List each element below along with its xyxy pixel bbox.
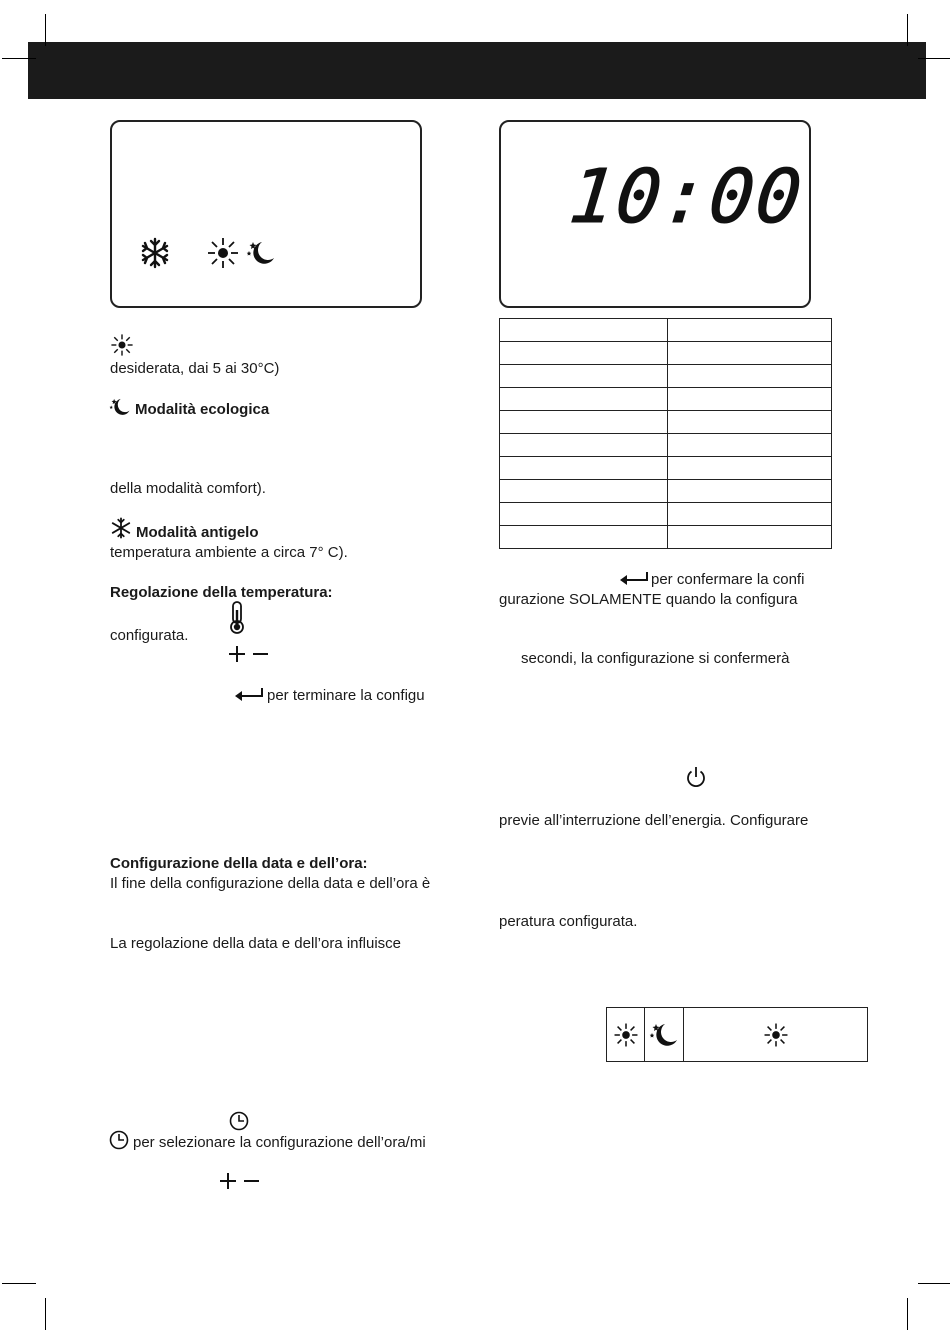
temp-title: Regolazione della temperatura: (110, 584, 333, 601)
moon-stars-icon (246, 238, 276, 268)
crop-mark (45, 1298, 46, 1330)
enter-arrow-icon (234, 687, 264, 701)
table-row (500, 434, 832, 457)
crop-mark (907, 14, 908, 46)
antifreeze-text: temperatura ambiente a circa 7° C). (110, 544, 348, 561)
eco-text: della modalità comfort). (110, 480, 266, 497)
enter-arrow-icon (619, 571, 649, 585)
seconds-text: secondi, la configurazione si confermerà (521, 650, 790, 667)
temp-configured: configurata. (110, 627, 189, 644)
crop-mark (918, 1283, 950, 1284)
sun-icon (206, 236, 240, 270)
moon-stars-icon (109, 396, 131, 418)
datetime-title: Configurazione della data e dell’ora: (110, 855, 368, 872)
crop-mark (907, 1298, 908, 1330)
clock-icon (229, 1111, 249, 1131)
display-time: 10:00 (565, 154, 808, 240)
power-icon (686, 766, 706, 788)
sun-icon (110, 333, 134, 357)
power-line: previe all’interruzione dell’energia. Configurare (499, 812, 809, 829)
table-row (500, 457, 832, 480)
header-bar (28, 42, 926, 99)
clock-select-text: per selezionare la configurazione dell’ora/mi (133, 1134, 426, 1151)
mode-cell-eco (645, 1008, 684, 1061)
crop-mark (2, 58, 36, 59)
table-row (500, 480, 832, 503)
crop-mark (918, 58, 950, 59)
comfort-text: desiderata, dai 5 ai 30°C) (110, 360, 280, 377)
thermometer-icon (228, 600, 246, 634)
datetime-line2: La regolazione della data e dell’ora influisce (110, 935, 402, 952)
plus-minus-icon (228, 645, 270, 663)
table-row (500, 411, 832, 434)
eco-title: Modalità ecologica (135, 401, 270, 418)
table-row (500, 319, 832, 342)
mode-cell-result (684, 1008, 867, 1061)
table-row (500, 503, 832, 526)
confirm-text: per confermare la confi (651, 571, 805, 588)
mode-table (606, 1007, 868, 1062)
table-row (500, 526, 832, 549)
moon-stars-icon (649, 1020, 679, 1050)
snowflake-icon (139, 237, 171, 269)
table-row (500, 342, 832, 365)
settings-table (499, 318, 832, 549)
temp-configured-right: peratura configurata. (499, 913, 638, 930)
mode-cell-comfort (607, 1008, 645, 1061)
datetime-line1: Il fine della configurazione della data e dell’ora è (110, 875, 431, 892)
sun-icon (763, 1022, 789, 1048)
crop-mark (45, 14, 46, 46)
mode-display-panel (110, 120, 422, 308)
antifreeze-title: Modalità antigelo (136, 524, 259, 541)
table-row (500, 365, 832, 388)
snowflake-icon (110, 517, 132, 539)
sun-icon (613, 1022, 639, 1048)
crop-mark (2, 1283, 36, 1284)
plus-minus-icon (219, 1172, 261, 1190)
table-row (500, 388, 832, 411)
clock-icon (109, 1130, 129, 1150)
temp-finish-text: per terminare la configu (267, 687, 425, 704)
confirm-line2: gurazione SOLAMENTE quando la configura (499, 591, 798, 608)
